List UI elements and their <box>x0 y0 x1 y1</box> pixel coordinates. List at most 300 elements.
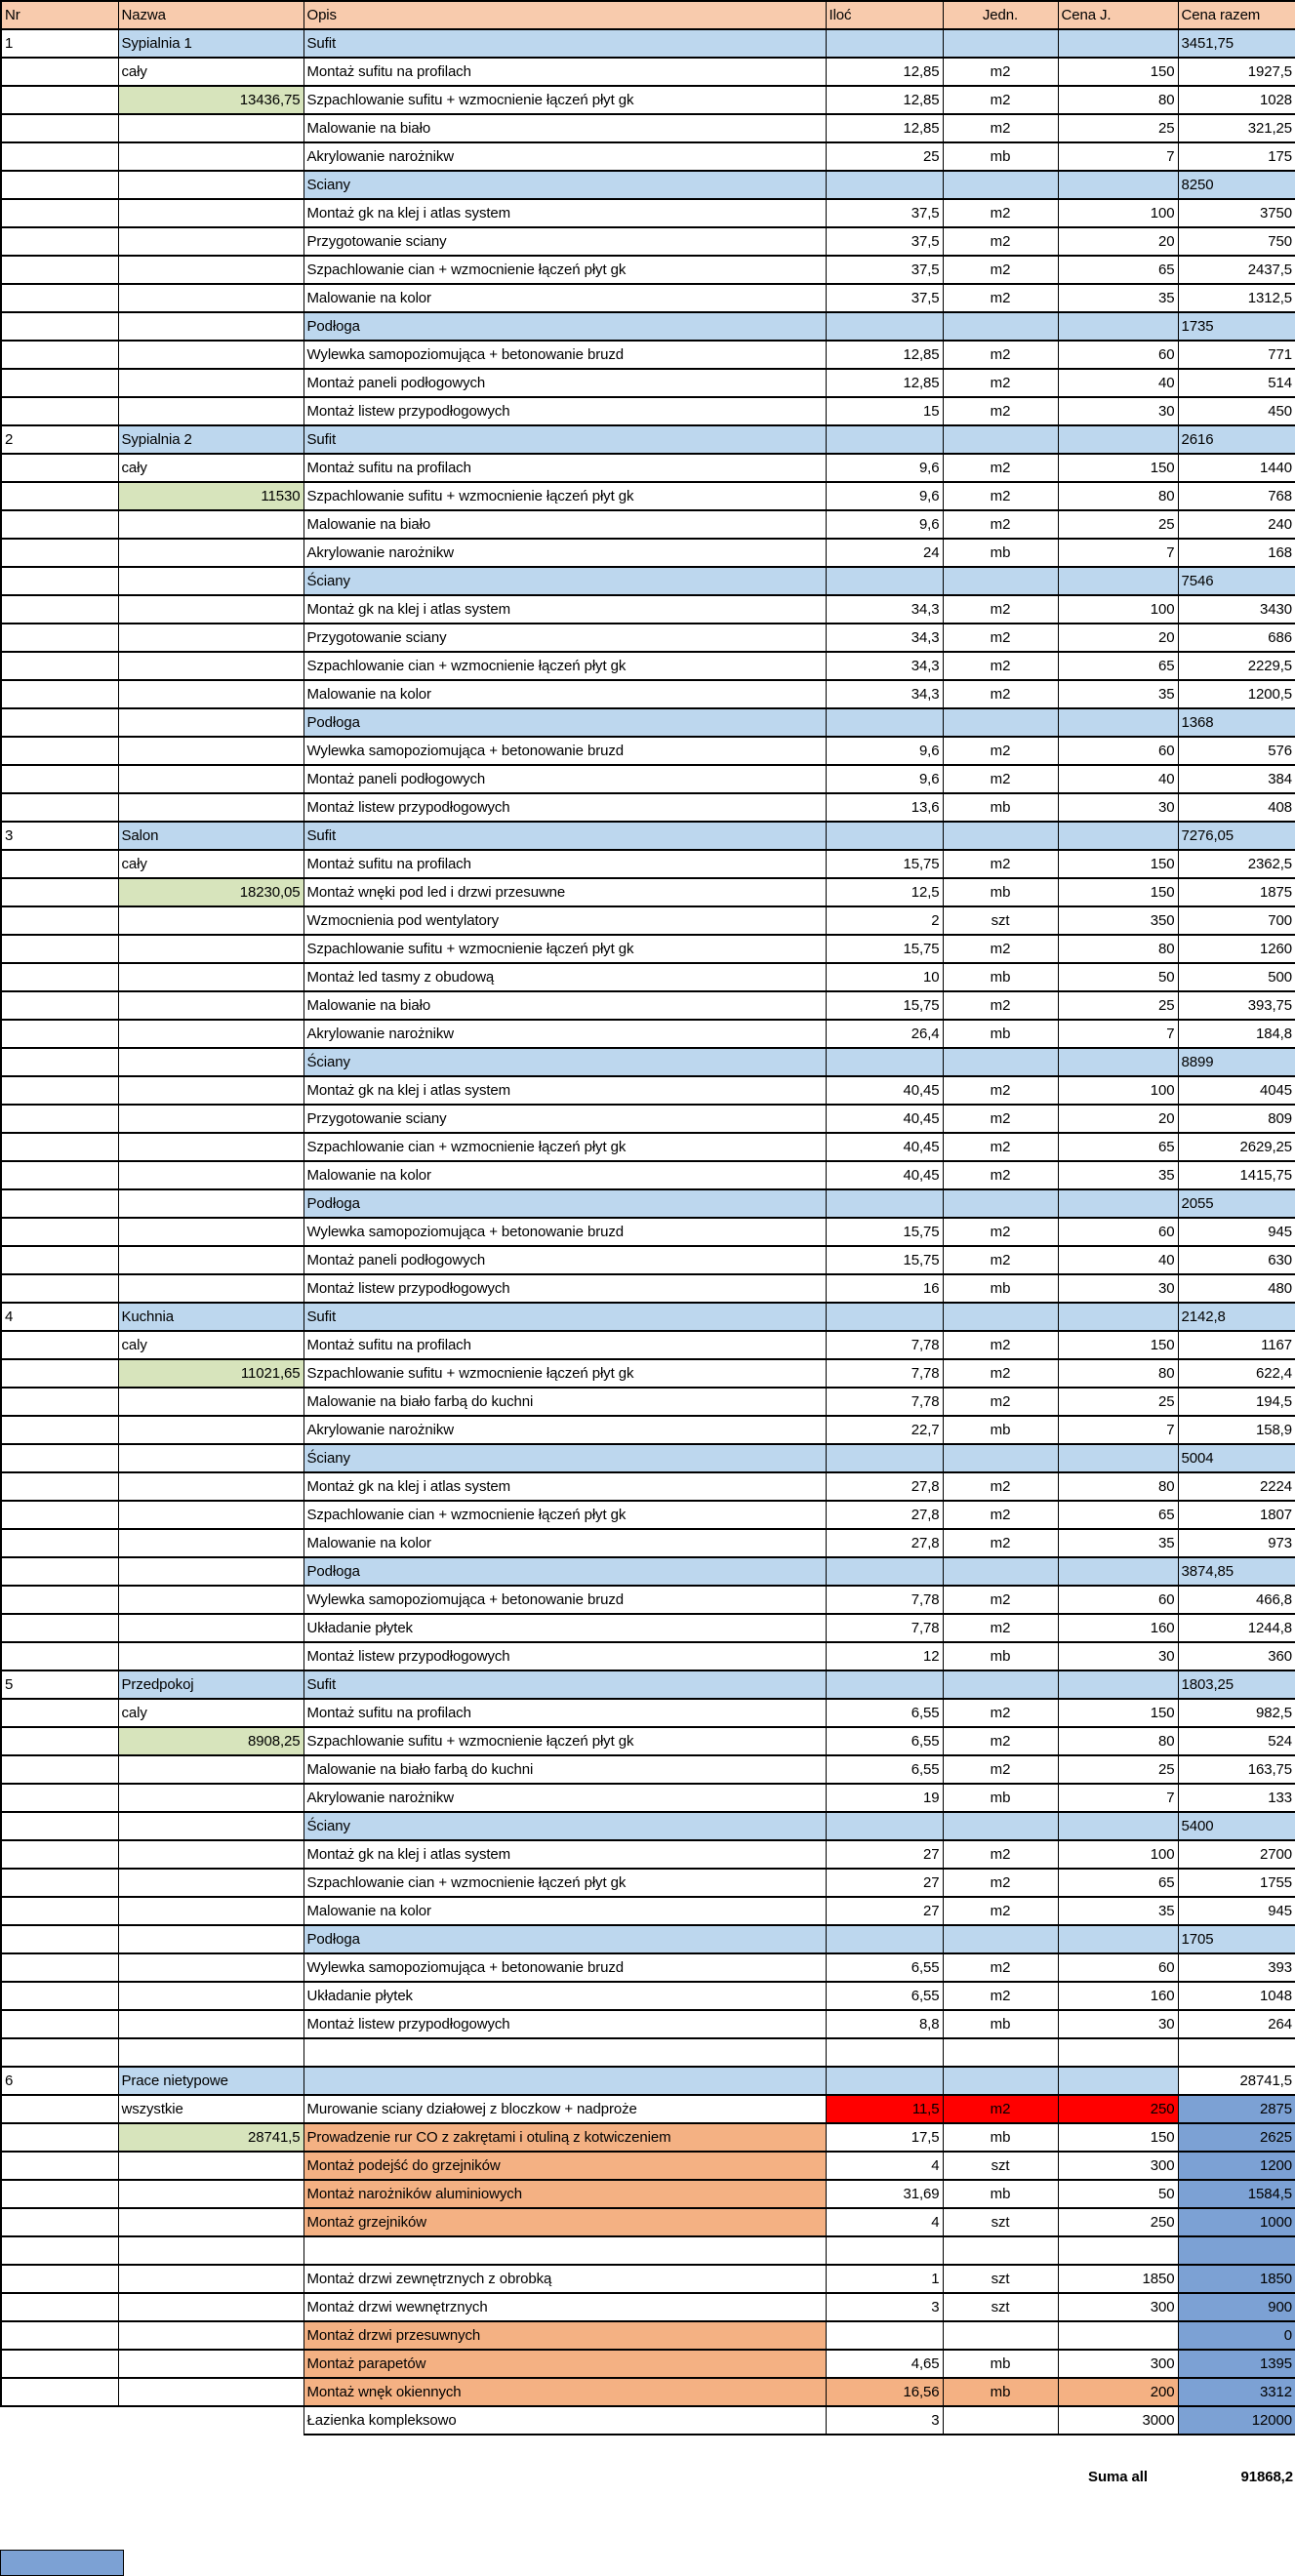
cell[interactable]: Szpachlowanie sufitu + wzmocnienie łączeń płyt gk <box>304 86 826 114</box>
cell[interactable]: 30 <box>1058 1274 1178 1303</box>
cell[interactable]: 4 <box>826 2152 943 2180</box>
cell[interactable] <box>1058 1444 1178 1472</box>
cell[interactable]: wszystkie <box>118 2095 304 2123</box>
cell[interactable] <box>943 822 1058 850</box>
cell[interactable] <box>826 425 943 454</box>
cell[interactable] <box>118 1274 304 1303</box>
cell[interactable] <box>118 624 304 652</box>
cell[interactable]: Wylewka samopoziomująca + betonowanie bruzd <box>304 737 826 765</box>
cell[interactable]: m2 <box>943 482 1058 510</box>
cell[interactable] <box>1 1840 118 1869</box>
cell[interactable]: 27 <box>826 1840 943 1869</box>
cell[interactable]: 34,3 <box>826 652 943 680</box>
cell[interactable]: 12,85 <box>826 58 943 86</box>
cell[interactable]: m2 <box>943 1388 1058 1416</box>
cell[interactable] <box>1 510 118 539</box>
cell[interactable] <box>1 850 118 878</box>
cell[interactable] <box>118 1557 304 1586</box>
cell[interactable] <box>118 1416 304 1444</box>
cell[interactable] <box>826 1048 943 1076</box>
cell[interactable] <box>304 2463 826 2491</box>
cell[interactable] <box>118 765 304 793</box>
cell[interactable]: Montaż listew przypodłogowych <box>304 793 826 822</box>
cell[interactable]: 8899 <box>1178 1048 1295 1076</box>
cell[interactable]: 1705 <box>1178 1925 1295 1953</box>
cell[interactable]: 13,6 <box>826 793 943 822</box>
cell[interactable]: 27,8 <box>826 1529 943 1557</box>
cell[interactable]: m2 <box>943 1614 1058 1642</box>
cell[interactable] <box>118 793 304 822</box>
cell[interactable]: 622,4 <box>1178 1359 1295 1388</box>
cell[interactable]: szt <box>943 2152 1058 2180</box>
cell[interactable]: 2362,5 <box>1178 850 1295 878</box>
cell[interactable] <box>1 708 118 737</box>
cell[interactable]: 150 <box>1058 58 1178 86</box>
cell[interactable] <box>943 1444 1058 1472</box>
cell[interactable]: 1048 <box>1178 1982 1295 2010</box>
cell[interactable] <box>118 2180 304 2208</box>
cell[interactable]: Sufit <box>304 1303 826 1331</box>
cell[interactable] <box>118 1076 304 1105</box>
cell[interactable]: 80 <box>1058 935 1178 963</box>
cell[interactable]: 1000 <box>1178 2208 1295 2236</box>
cell[interactable]: 25 <box>826 142 943 171</box>
cell[interactable]: 60 <box>1058 1953 1178 1982</box>
cell[interactable] <box>1 1784 118 1812</box>
cell[interactable] <box>118 1784 304 1812</box>
cell[interactable]: 65 <box>1058 1869 1178 1897</box>
cell[interactable] <box>1 1388 118 1416</box>
cell[interactable]: 6,55 <box>826 1727 943 1755</box>
cell[interactable]: 12,85 <box>826 369 943 397</box>
cell[interactable]: 37,5 <box>826 284 943 312</box>
cell[interactable]: m2 <box>943 341 1058 369</box>
cell[interactable]: 1927,5 <box>1178 58 1295 86</box>
cell[interactable] <box>118 2406 304 2435</box>
cell[interactable]: 1755 <box>1178 1869 1295 1897</box>
cell[interactable] <box>1058 1925 1178 1953</box>
cell[interactable]: 2224 <box>1178 1472 1295 1501</box>
cell[interactable] <box>943 708 1058 737</box>
cell[interactable]: 1 <box>1 29 118 58</box>
cell[interactable]: Podłoga <box>304 1189 826 1218</box>
cell[interactable]: m2 <box>943 1982 1058 2010</box>
cell[interactable]: 27 <box>826 1897 943 1925</box>
cell[interactable]: 31,69 <box>826 2180 943 2208</box>
cell[interactable]: 7 <box>1058 539 1178 567</box>
cell[interactable] <box>943 1812 1058 1840</box>
cell[interactable]: 3750 <box>1178 199 1295 227</box>
cell[interactable]: Podłoga <box>304 1557 826 1586</box>
cell[interactable] <box>118 906 304 935</box>
cell[interactable]: 11,5 <box>826 2095 943 2123</box>
cell[interactable]: 3 <box>826 2293 943 2321</box>
cell[interactable]: 30 <box>1058 397 1178 425</box>
cell[interactable]: Wylewka samopoziomująca + betonowanie bruzd <box>304 1218 826 1246</box>
cell[interactable] <box>118 935 304 963</box>
cell[interactable]: m2 <box>943 1161 1058 1189</box>
cell[interactable]: Akrylowanie narożnikw <box>304 1784 826 1812</box>
cell[interactable]: 384 <box>1178 765 1295 793</box>
cell[interactable]: m2 <box>943 1076 1058 1105</box>
cell[interactable]: m2 <box>943 624 1058 652</box>
cell[interactable]: 37,5 <box>826 227 943 256</box>
cell[interactable]: m2 <box>943 114 1058 142</box>
cell[interactable] <box>826 2435 943 2463</box>
cell[interactable] <box>1 2038 118 2067</box>
cell[interactable] <box>1 1869 118 1897</box>
cell[interactable]: 900 <box>1178 2293 1295 2321</box>
cell[interactable]: 16 <box>826 1274 943 1303</box>
cell[interactable] <box>1 1953 118 1982</box>
cell[interactable]: 7546 <box>1178 567 1295 595</box>
cell[interactable]: 768 <box>1178 482 1295 510</box>
cell[interactable]: m2 <box>943 1359 1058 1388</box>
cell[interactable] <box>1 1925 118 1953</box>
cell[interactable] <box>1058 1557 1178 1586</box>
cell[interactable]: 150 <box>1058 1699 1178 1727</box>
cell[interactable] <box>1058 2067 1178 2095</box>
cell[interactable] <box>1 2208 118 2236</box>
cell[interactable]: 60 <box>1058 1218 1178 1246</box>
cell[interactable]: Malowanie na biało farbą do kuchni <box>304 1388 826 1416</box>
cell[interactable]: m2 <box>943 1840 1058 1869</box>
cell[interactable]: Montaż sufitu na profilach <box>304 454 826 482</box>
cell[interactable] <box>118 991 304 1020</box>
cell[interactable]: m2 <box>943 199 1058 227</box>
cell[interactable]: 524 <box>1178 1727 1295 1755</box>
cell[interactable]: Wylewka samopoziomująca + betonowanie bruzd <box>304 341 826 369</box>
cell[interactable]: 160 <box>1058 1982 1178 2010</box>
cell[interactable]: 15,75 <box>826 991 943 1020</box>
cell[interactable]: 1875 <box>1178 878 1295 906</box>
cell[interactable]: Murowanie sciany działowej z bloczkow + nadproże <box>304 2095 826 2123</box>
cell[interactable]: 12 <box>826 1642 943 1670</box>
cell[interactable]: 2 <box>826 906 943 935</box>
cell[interactable]: Montaż gk na klej i atlas system <box>304 595 826 624</box>
column-header[interactable]: Opis <box>304 1 826 29</box>
cell[interactable]: 65 <box>1058 652 1178 680</box>
cell[interactable] <box>826 1303 943 1331</box>
cell[interactable] <box>118 369 304 397</box>
cell[interactable]: 40 <box>1058 369 1178 397</box>
cell[interactable] <box>943 2406 1058 2435</box>
cell[interactable] <box>118 595 304 624</box>
cell[interactable]: 2 <box>1 425 118 454</box>
cell[interactable] <box>1 2406 118 2435</box>
cell[interactable]: 12,85 <box>826 341 943 369</box>
cell[interactable]: 91868,2 <box>1178 2463 1295 2491</box>
cell[interactable] <box>1 454 118 482</box>
cell[interactable] <box>826 567 943 595</box>
cell[interactable]: mb <box>943 539 1058 567</box>
cell[interactable]: 973 <box>1178 1529 1295 1557</box>
cell[interactable] <box>1 1444 118 1472</box>
cell[interactable]: 50 <box>1058 963 1178 991</box>
cell[interactable]: Przygotowanie sciany <box>304 624 826 652</box>
cell[interactable] <box>118 963 304 991</box>
cell[interactable]: 1028 <box>1178 86 1295 114</box>
cell[interactable]: mb <box>943 1020 1058 1048</box>
cell[interactable]: 25 <box>1058 991 1178 1020</box>
cell[interactable]: 7 <box>1058 1784 1178 1812</box>
cell[interactable]: m2 <box>943 284 1058 312</box>
cell[interactable] <box>118 1472 304 1501</box>
cell[interactable]: 158,9 <box>1178 1416 1295 1444</box>
cell[interactable]: Prace nietypowe <box>118 2067 304 2095</box>
cell[interactable]: mb <box>943 2378 1058 2406</box>
cell[interactable] <box>1 567 118 595</box>
cell[interactable]: 16,56 <box>826 2378 943 2406</box>
cell[interactable] <box>1 312 118 341</box>
cell[interactable]: Szpachlowanie sufitu + wzmocnienie łączeń płyt gk <box>304 1727 826 1755</box>
cell[interactable]: 12,85 <box>826 114 943 142</box>
cell[interactable]: m2 <box>943 1472 1058 1501</box>
cell[interactable] <box>1 737 118 765</box>
cell[interactable]: Salon <box>118 822 304 850</box>
cell[interactable]: caly <box>118 1699 304 1727</box>
cell[interactable] <box>118 2463 304 2491</box>
cell[interactable] <box>1 793 118 822</box>
cell[interactable]: 3430 <box>1178 595 1295 624</box>
cell[interactable] <box>1 199 118 227</box>
cell[interactable]: 1312,5 <box>1178 284 1295 312</box>
cell[interactable]: cały <box>118 850 304 878</box>
cell[interactable] <box>118 1897 304 1925</box>
cell[interactable]: 150 <box>1058 878 1178 906</box>
cell[interactable] <box>118 2265 304 2293</box>
cell[interactable] <box>1 2321 118 2350</box>
cell[interactable]: Szpachlowanie cian + wzmocnienie łączeń płyt gk <box>304 256 826 284</box>
cell[interactable] <box>118 284 304 312</box>
cell[interactable] <box>118 397 304 425</box>
cell[interactable] <box>1058 312 1178 341</box>
cell[interactable]: m2 <box>943 454 1058 482</box>
cell[interactable]: 945 <box>1178 1218 1295 1246</box>
cell[interactable] <box>118 567 304 595</box>
cell[interactable]: m2 <box>943 680 1058 708</box>
cell[interactable]: 20 <box>1058 227 1178 256</box>
cell[interactable] <box>118 1048 304 1076</box>
cell[interactable]: Szpachlowanie sufitu + wzmocnienie łączeń płyt gk <box>304 1359 826 1388</box>
cell[interactable] <box>826 1925 943 1953</box>
cell[interactable] <box>118 256 304 284</box>
cell[interactable]: 0 <box>1178 2321 1295 2350</box>
cell[interactable] <box>1 86 118 114</box>
cell[interactable] <box>826 171 943 199</box>
cell[interactable]: Akrylowanie narożnikw <box>304 1020 826 1048</box>
cell[interactable] <box>118 2038 304 2067</box>
cell[interactable]: 1850 <box>1058 2265 1178 2293</box>
cell[interactable]: 15,75 <box>826 935 943 963</box>
cell[interactable]: 1244,8 <box>1178 1614 1295 1642</box>
cell[interactable]: Akrylowanie narożnikw <box>304 1416 826 1444</box>
cell[interactable] <box>826 1812 943 1840</box>
cell[interactable]: m2 <box>943 58 1058 86</box>
cell[interactable] <box>1058 708 1178 737</box>
cell[interactable] <box>118 1642 304 1670</box>
cell[interactable] <box>1 1076 118 1105</box>
cell[interactable] <box>1 2010 118 2038</box>
cell[interactable]: 3874,85 <box>1178 1557 1295 1586</box>
cell[interactable] <box>1 906 118 935</box>
cell[interactable]: 30 <box>1058 1642 1178 1670</box>
cell[interactable] <box>826 708 943 737</box>
cell[interactable] <box>1 1557 118 1586</box>
cell[interactable] <box>1058 1303 1178 1331</box>
cell[interactable] <box>1058 29 1178 58</box>
cell[interactable]: mb <box>943 2010 1058 2038</box>
cell[interactable]: m2 <box>943 1869 1058 1897</box>
cell[interactable] <box>1 1274 118 1303</box>
cell[interactable]: 6 <box>1 2067 118 2095</box>
cell[interactable]: Montaż gk na klej i atlas system <box>304 1076 826 1105</box>
cell[interactable]: 20 <box>1058 624 1178 652</box>
cell[interactable] <box>118 2435 304 2463</box>
cell[interactable]: 24 <box>826 539 943 567</box>
cell[interactable]: 25 <box>1058 510 1178 539</box>
cell[interactable]: Suma all <box>1058 2463 1178 2491</box>
cell[interactable]: Malowanie na kolor <box>304 1161 826 1189</box>
cell[interactable] <box>826 1670 943 1699</box>
cell[interactable] <box>1 2123 118 2152</box>
cell[interactable]: 150 <box>1058 1331 1178 1359</box>
cell[interactable]: Podłoga <box>304 708 826 737</box>
cell[interactable]: Szpachlowanie cian + wzmocnienie łączeń płyt gk <box>304 1869 826 1897</box>
cell[interactable] <box>943 2067 1058 2095</box>
cell[interactable] <box>118 1218 304 1246</box>
cell[interactable] <box>1 2463 118 2491</box>
cell[interactable] <box>118 652 304 680</box>
cell[interactable]: 1200 <box>1178 2152 1295 2180</box>
cell[interactable]: Podłoga <box>304 312 826 341</box>
cell[interactable] <box>118 171 304 199</box>
cell[interactable]: m2 <box>943 1105 1058 1133</box>
cell[interactable]: 9,6 <box>826 510 943 539</box>
cell[interactable]: 100 <box>1058 199 1178 227</box>
cell[interactable]: 80 <box>1058 482 1178 510</box>
cell[interactable]: 2142,8 <box>1178 1303 1295 1331</box>
cell[interactable]: 3000 <box>1058 2406 1178 2435</box>
cell[interactable]: 250 <box>1058 2208 1178 2236</box>
cell[interactable]: Montaż wnęki pod led i drzwi przesuwne <box>304 878 826 906</box>
cell[interactable] <box>118 737 304 765</box>
cell[interactable]: Ściany <box>304 567 826 595</box>
cell[interactable]: 1803,25 <box>1178 1670 1295 1699</box>
cell[interactable] <box>943 2321 1058 2350</box>
cell[interactable]: Malowanie na kolor <box>304 284 826 312</box>
cell[interactable] <box>943 1557 1058 1586</box>
cell[interactable]: Szpachlowanie cian + wzmocnienie łączeń płyt gk <box>304 652 826 680</box>
cell[interactable] <box>1 227 118 256</box>
cell[interactable]: 3 <box>826 2406 943 2435</box>
cell[interactable] <box>118 2350 304 2378</box>
cell[interactable] <box>1 369 118 397</box>
cell[interactable]: m2 <box>943 1218 1058 1246</box>
cell[interactable]: 100 <box>1058 1076 1178 1105</box>
cell[interactable]: 1584,5 <box>1178 2180 1295 2208</box>
cell[interactable] <box>1 256 118 284</box>
cell[interactable] <box>943 2435 1058 2463</box>
cell[interactable] <box>118 1105 304 1133</box>
cell[interactable] <box>943 2038 1058 2067</box>
cell[interactable]: 28741,5 <box>1178 2067 1295 2095</box>
cell[interactable]: 9,6 <box>826 454 943 482</box>
cell[interactable] <box>1 142 118 171</box>
cell[interactable]: Montaż grzejników <box>304 2208 826 2236</box>
cell[interactable]: Sciany <box>304 171 826 199</box>
cell[interactable]: Sypialnia 2 <box>118 425 304 454</box>
cell[interactable] <box>1 171 118 199</box>
cell[interactable] <box>118 1586 304 1614</box>
cell[interactable] <box>826 2067 943 2095</box>
cell[interactable]: 133 <box>1178 1784 1295 1812</box>
cell[interactable]: m2 <box>943 1529 1058 1557</box>
cell[interactable]: Montaż gk na klej i atlas system <box>304 1472 826 1501</box>
cell[interactable] <box>118 1812 304 1840</box>
cell[interactable]: mb <box>943 793 1058 822</box>
cell[interactable] <box>1058 567 1178 595</box>
cell[interactable] <box>1 1501 118 1529</box>
cell[interactable]: 163,75 <box>1178 1755 1295 1784</box>
cell[interactable]: 37,5 <box>826 256 943 284</box>
cell[interactable]: m2 <box>943 1755 1058 1784</box>
cell[interactable]: 8250 <box>1178 171 1295 199</box>
cell[interactable] <box>943 1925 1058 1953</box>
cell[interactable]: mb <box>943 1642 1058 1670</box>
cell[interactable] <box>1178 2236 1295 2265</box>
cell[interactable]: 40,45 <box>826 1133 943 1161</box>
cell[interactable]: 13436,75 <box>118 86 304 114</box>
cell[interactable] <box>1 1727 118 1755</box>
cell[interactable] <box>118 142 304 171</box>
cell[interactable] <box>943 29 1058 58</box>
cell[interactable]: Malowanie na kolor <box>304 1897 826 1925</box>
cell[interactable] <box>1058 2435 1178 2463</box>
cell[interactable] <box>1 2236 118 2265</box>
cell[interactable]: 40,45 <box>826 1076 943 1105</box>
cell[interactable]: 240 <box>1178 510 1295 539</box>
cell[interactable] <box>1058 1048 1178 1076</box>
cell[interactable]: 8908,25 <box>118 1727 304 1755</box>
cell[interactable]: 9,6 <box>826 737 943 765</box>
cell[interactable]: 35 <box>1058 1897 1178 1925</box>
cell[interactable]: Montaż drzwi zewnętrznych z obrobką <box>304 2265 826 2293</box>
cell[interactable]: 80 <box>1058 86 1178 114</box>
cell[interactable]: 4 <box>1 1303 118 1331</box>
cell[interactable]: Montaż listew przypodłogowych <box>304 397 826 425</box>
cell[interactable]: 15,75 <box>826 850 943 878</box>
cell[interactable]: 3451,75 <box>1178 29 1295 58</box>
cell[interactable]: 15 <box>826 397 943 425</box>
cell[interactable] <box>1 595 118 624</box>
cell[interactable] <box>1058 1189 1178 1218</box>
cell[interactable]: m2 <box>943 1331 1058 1359</box>
cell[interactable] <box>826 29 943 58</box>
cell[interactable]: Montaż listew przypodłogowych <box>304 1274 826 1303</box>
cell[interactable]: mb <box>943 2350 1058 2378</box>
cell[interactable]: 350 <box>1058 906 1178 935</box>
cell[interactable]: 2875 <box>1178 2095 1295 2123</box>
cell[interactable]: 6,55 <box>826 1953 943 1982</box>
cell[interactable] <box>943 1048 1058 1076</box>
cell[interactable]: szt <box>943 906 1058 935</box>
cell[interactable]: 60 <box>1058 341 1178 369</box>
cell[interactable]: 37,5 <box>826 199 943 227</box>
cell[interactable]: Przedpokoj <box>118 1670 304 1699</box>
cell[interactable]: 34,3 <box>826 595 943 624</box>
cell[interactable] <box>1 482 118 510</box>
